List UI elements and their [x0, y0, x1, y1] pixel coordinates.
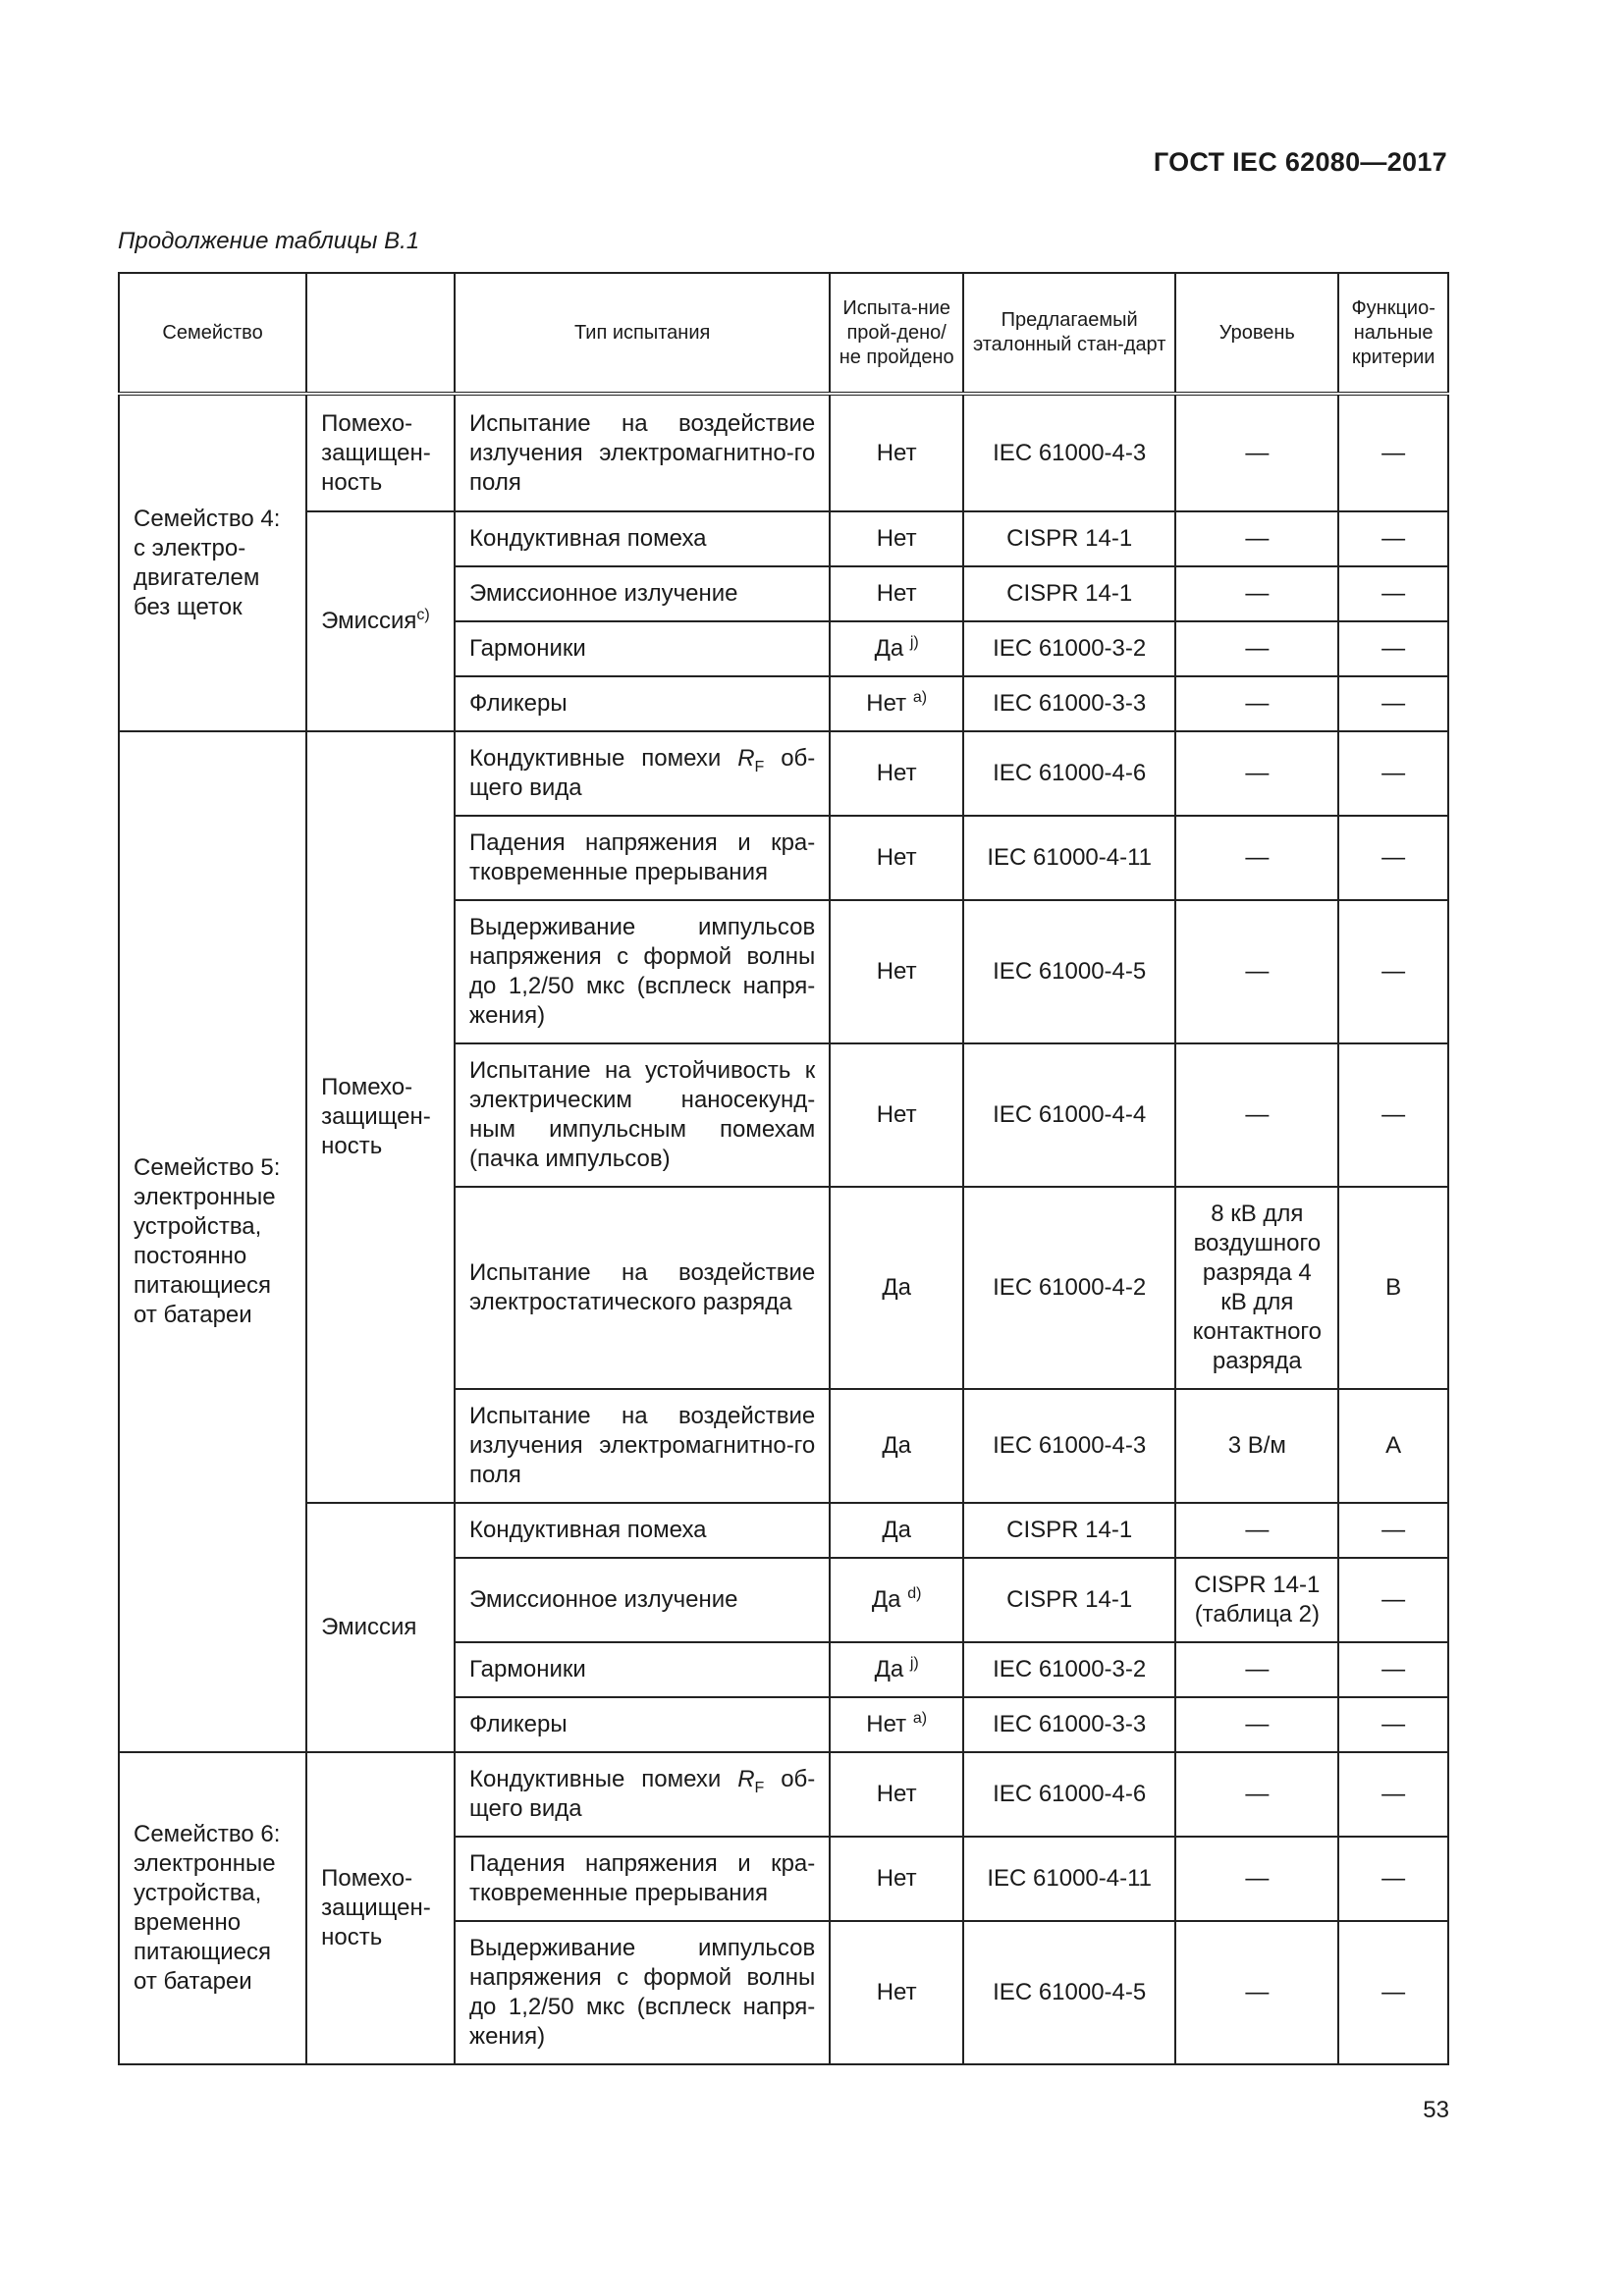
- group-emission: Эмиссия$^{c)}$: [306, 511, 455, 731]
- table-row: [119, 1752, 1448, 1837]
- test-type: Кондуктивная помеха: [455, 1503, 830, 1558]
- standard-cell: CISPR 14-1: [963, 1558, 1175, 1642]
- passed-cell: Да: [830, 1187, 963, 1389]
- passed-cell: Да: [830, 1389, 963, 1503]
- level-cell: 8 кВ для воздушного разряда 4 кВ для контактного разряда: [1175, 1187, 1338, 1389]
- criteria-cell: —: [1338, 394, 1448, 511]
- level-cell: —: [1175, 1043, 1338, 1187]
- table-row: [119, 511, 1448, 566]
- passed-cell: Нет: [830, 900, 963, 1043]
- test-type: Кондуктивная помеха: [455, 511, 830, 566]
- test-type: Фликеры: [455, 1697, 830, 1752]
- page-number: 53: [1423, 2097, 1449, 2123]
- level-cell: —: [1175, 731, 1338, 816]
- standard-cell: IEC 61000-4-6: [963, 731, 1175, 816]
- level-cell: —: [1175, 566, 1338, 621]
- standard-cell: IEC 61000-3-2: [963, 621, 1175, 676]
- level-cell: —: [1175, 1503, 1338, 1558]
- level-cell: —: [1175, 621, 1338, 676]
- passed-cell: Нет $^{a)}$: [830, 1697, 963, 1752]
- standard-cell: IEC 61000-3-2: [963, 1642, 1175, 1697]
- criteria-cell: —: [1338, 1697, 1448, 1752]
- standard-cell: IEC 61000-4-5: [963, 1921, 1175, 2064]
- test-type: Выдерживание импульсов напряжения с формой волны до 1,2/50 мкс (всплеск напря-жения): [455, 900, 830, 1043]
- passed-cell: Да $^{j)}$: [830, 1642, 963, 1697]
- standard-cell: IEC 61000-3-3: [963, 676, 1175, 731]
- level-cell: —: [1175, 511, 1338, 566]
- level-cell: —: [1175, 900, 1338, 1043]
- test-type: Испытание на устойчивость к электрическим наносекунд-ным импульсным помехам (пачка импульсов): [455, 1043, 830, 1187]
- test-type: Эмиссионное излучение: [455, 566, 830, 621]
- passed-cell: Нет: [830, 816, 963, 900]
- table-row: [119, 1503, 1448, 1558]
- passed-cell: Нет: [830, 731, 963, 816]
- passed-cell: Нет: [830, 1837, 963, 1921]
- criteria-cell: —: [1338, 676, 1448, 731]
- table-header-row: [119, 273, 1448, 394]
- criteria-cell: —: [1338, 731, 1448, 816]
- test-type: Гармоники: [455, 621, 830, 676]
- family-6: Семейство 6: электронные устройства, временно питающиеся от батареи: [119, 1752, 306, 2064]
- criteria-cell: —: [1338, 1921, 1448, 2064]
- level-cell: —: [1175, 1752, 1338, 1837]
- criteria-cell: —: [1338, 1752, 1448, 1837]
- criteria-cell: —: [1338, 900, 1448, 1043]
- standard-cell: CISPR 14-1: [963, 1503, 1175, 1558]
- standard-cell: IEC 61000-4-2: [963, 1187, 1175, 1389]
- standard-cell: IEC 61000-4-5: [963, 900, 1175, 1043]
- criteria-cell: —: [1338, 566, 1448, 621]
- level-cell: —: [1175, 1921, 1338, 2064]
- criteria-cell: —: [1338, 1503, 1448, 1558]
- passed-cell: Нет $^{a)}$: [830, 676, 963, 731]
- criteria-cell: —: [1338, 1558, 1448, 1642]
- col-family: Семейство: [119, 273, 306, 394]
- passed-cell: Нет: [830, 1921, 963, 2064]
- test-type: Кондуктивные помехи $R_F$ об-щего вида: [455, 1752, 830, 1837]
- passed-cell: Нет: [830, 1752, 963, 1837]
- standard-cell: IEC 61000-4-11: [963, 1837, 1175, 1921]
- level-cell: —: [1175, 394, 1338, 511]
- level-cell: CISPR 14-1 (таблица 2): [1175, 1558, 1338, 1642]
- passed-cell: Нет: [830, 394, 963, 511]
- passed-cell: Нет: [830, 1043, 963, 1187]
- standard-cell: IEC 61000-4-3: [963, 394, 1175, 511]
- level-cell: —: [1175, 676, 1338, 731]
- criteria-cell: —: [1338, 816, 1448, 900]
- criteria-cell: B: [1338, 1187, 1448, 1389]
- family-5: Семейство 5: электронные устройства, постоянно питающиеся от батареи: [119, 731, 306, 1752]
- table-row: [119, 394, 1448, 511]
- col-level: Уровень: [1175, 273, 1338, 394]
- col-group: [306, 273, 455, 394]
- standard-cell: IEC 61000-4-11: [963, 816, 1175, 900]
- test-type: Выдерживание импульсов напряжения с формой волны до 1,2/50 мкс (всплеск напря-жения): [455, 1921, 830, 2064]
- level-cell: —: [1175, 1642, 1338, 1697]
- standard-cell: CISPR 14-1: [963, 566, 1175, 621]
- test-type: Фликеры: [455, 676, 830, 731]
- criteria-cell: А: [1338, 1389, 1448, 1503]
- col-test: Тип испытания: [455, 273, 830, 394]
- test-type: Падения напряжения и кра-тковременные прерывания: [455, 816, 830, 900]
- level-cell: —: [1175, 1697, 1338, 1752]
- passed-cell: Нет: [830, 511, 963, 566]
- group-emission: Эмиссия: [306, 1503, 455, 1752]
- test-type: Падения напряжения и кра-тковременные прерывания: [455, 1837, 830, 1921]
- standard-cell: IEC 61000-3-3: [963, 1697, 1175, 1752]
- test-type: Гармоники: [455, 1642, 830, 1697]
- criteria-cell: —: [1338, 1642, 1448, 1697]
- criteria-cell: —: [1338, 1043, 1448, 1187]
- passed-cell: Да $^{j)}$: [830, 621, 963, 676]
- col-standard: Предлагаемый эталонный стан-дарт: [963, 273, 1175, 394]
- level-cell: —: [1175, 816, 1338, 900]
- criteria-cell: —: [1338, 621, 1448, 676]
- criteria-cell: —: [1338, 511, 1448, 566]
- group-immunity: Помехо-защищен-ность: [306, 731, 455, 1503]
- table-caption: Продолжение таблицы В.1: [118, 228, 420, 254]
- passed-cell: Нет: [830, 566, 963, 621]
- standard-cell: IEC 61000-4-6: [963, 1752, 1175, 1837]
- standard-cell: CISPR 14-1: [963, 511, 1175, 566]
- standard-cell: IEC 61000-4-3: [963, 1389, 1175, 1503]
- level-cell: 3 В/м: [1175, 1389, 1338, 1503]
- passed-cell: Да: [830, 1503, 963, 1558]
- test-type: Испытание на воздействие электростатического разряда: [455, 1187, 830, 1389]
- group-immunity: Помехо-защищен-ность: [306, 394, 455, 511]
- standard-cell: IEC 61000-4-4: [963, 1043, 1175, 1187]
- test-type: Испытание на воздействие излучения электромагнитно-го поля: [455, 394, 830, 511]
- test-type: Испытание на воздействие излучения электромагнитно-го поля: [455, 1389, 830, 1503]
- test-type: Кондуктивные помехи $R_F$ об-щего вида: [455, 731, 830, 816]
- level-cell: —: [1175, 1837, 1338, 1921]
- table-row: [119, 731, 1448, 816]
- criteria-cell: —: [1338, 1837, 1448, 1921]
- test-type: Эмиссионное излучение: [455, 1558, 830, 1642]
- group-immunity: Помехо-защищен-ность: [306, 1752, 455, 2064]
- document-code: ГОСТ IEC 62080—2017: [1153, 147, 1447, 177]
- test-table: [118, 272, 1449, 2065]
- col-criteria: Функцио-нальные критерии: [1338, 273, 1448, 394]
- passed-cell: Да $^{d)}$: [830, 1558, 963, 1642]
- family-4: Семейство 4: с электро-двигателем без щеток: [119, 394, 306, 731]
- col-passed: Испыта-ние прой-дено/не пройдено: [830, 273, 963, 394]
